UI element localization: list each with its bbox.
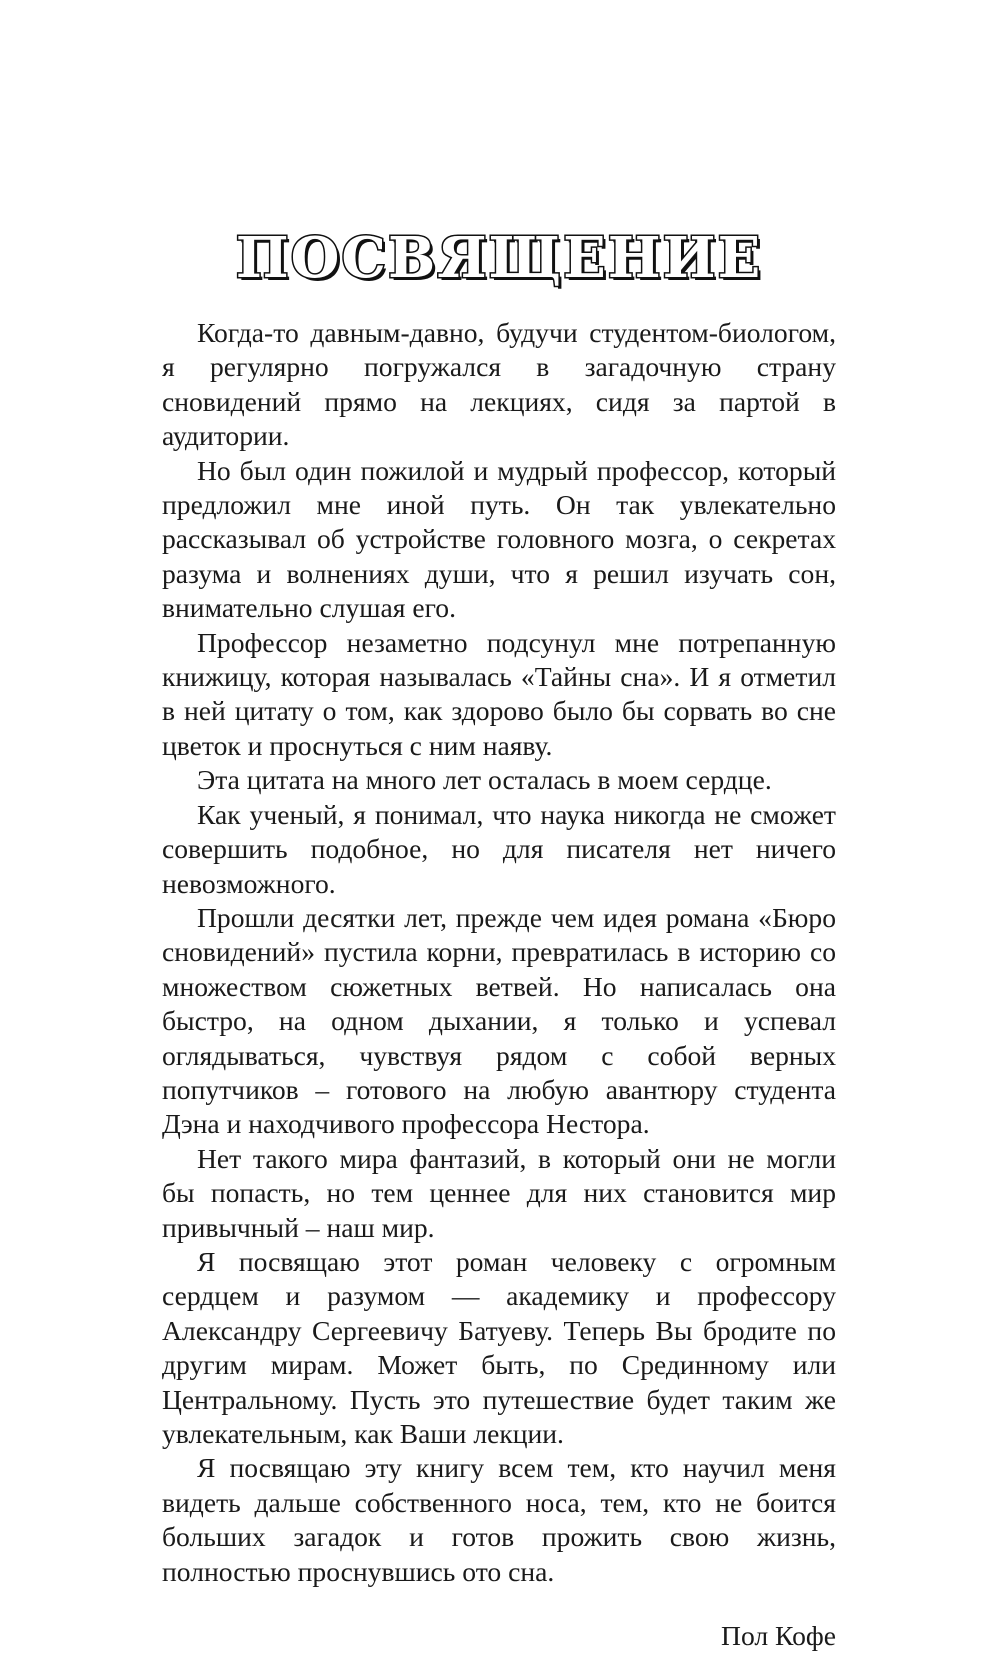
dedication-page xyxy=(162,225,836,1653)
paragraph: Я посвящаю эту книгу всем тем, кто научил меня видеть дальше собственного носа, тем, кто не боится больших загадок и готов прожить свою жизнь, полностью проснувшись ото сна. xyxy=(162,1452,836,1587)
author-signature: Пол Кофе xyxy=(721,1620,836,1652)
paragraph: Как ученый, я понимал, что наука никогда не сможет совершить подобное, но для писателя нет ничего невозможного. xyxy=(162,798,836,899)
paragraph: Эта цитата на много лет осталась в моем сердце. xyxy=(197,764,772,796)
paragraph: Нет такого мира фантазий, в который они не могли бы попасть, но тем ценнее для них становится мир привычный – наш мир. xyxy=(162,1142,836,1243)
paragraph: Но был один пожилой и мудрый профессор, который предложил мне иной путь. Он так увлекательно рассказывал об устройстве головного мозга, о секретах разума и волнениях души, что я решил изучать сон, внимательно слушая его. xyxy=(162,454,836,624)
paragraph: Профессор незаметно подсунул мне потрепанную книжицу, которая называлась «Тайны сна». И я отметил в ней цитату о том, как здорово было бы сорвать во сне цветок и проснуться с ним наяву. xyxy=(162,626,836,761)
paragraph: Прошли десятки лет, прежде чем идея романа «Бюро сновидений» пустила корни, превратилась в историю со множеством сюжетных ветвей. Но написалась она быстро, на одном дыхании, я только и успевал оглядываться, чувствуя рядом с собой верных попутчиков – готового на любую авантюру студента Дэна и находчивого профессора Нестора. xyxy=(162,901,836,1140)
paragraph: Когда-то давным-давно, будучи студентом-биологом, я регулярно погружался в загадочную страну сновидений прямо на лекциях, сидя за партой в аудитории. xyxy=(162,317,836,452)
dedication-body xyxy=(162,316,836,1589)
paragraph: Я посвящаю этот роман человеку с огромным сердцем и разумом — академику и профессору Александру Сергеевичу Батуеву. Теперь Вы бродите по другим мирам. Может быть, по Срединному или Центральному. Пусть это путешествие будет таким же увлекательным, как Ваши лекции. xyxy=(162,1245,836,1449)
page-title: ПОСВЯЩЕНИЕ xyxy=(235,225,763,291)
